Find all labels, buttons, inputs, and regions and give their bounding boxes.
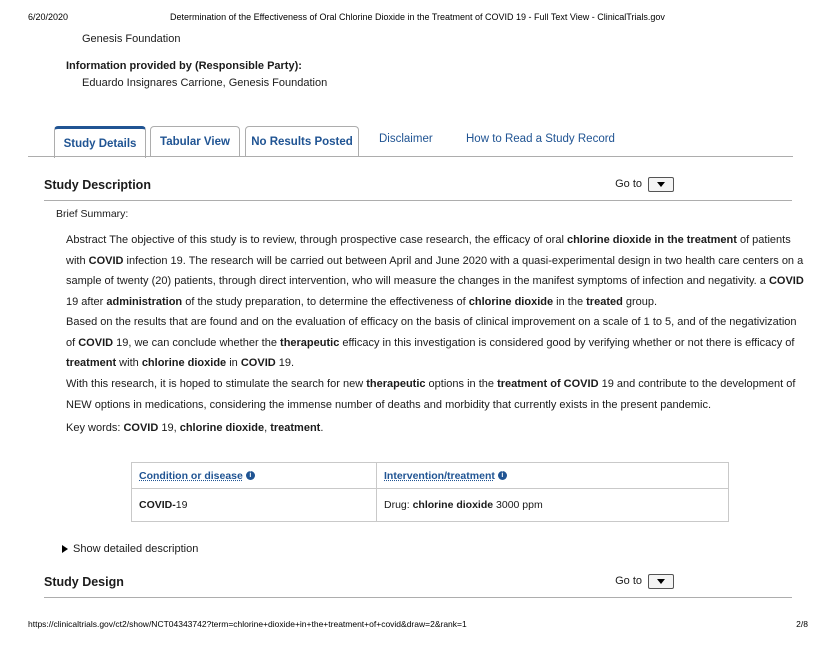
summary-paragraph-3: With this research, it is hoped to stimulate the search for new therapeutic options in the treatment of COVID 19 and contribute to the development of NEW options in medications, considering the immense number of deaths and morbidity that currently exists in the present pandemic. (66, 378, 796, 411)
print-date: 6/20/2020 (28, 12, 69, 22)
responsible-party-label: Information provided by (Responsible Party): (66, 60, 302, 72)
table-row (132, 489, 729, 522)
tabs-divider (28, 156, 793, 157)
intervention-header[interactable]: Intervention/treatment i (377, 463, 729, 489)
study-description-header (44, 178, 792, 201)
goto-dropdown-button[interactable] (648, 574, 674, 589)
tab-tabular-view[interactable] (150, 126, 240, 156)
table-header-row (132, 463, 729, 489)
sponsor-name: Genesis Foundation (82, 33, 181, 45)
tab-label: Tabular View (160, 135, 230, 148)
tab-study-details[interactable] (54, 126, 146, 158)
how-to-read-link[interactable]: How to Read a Study Record (466, 133, 615, 145)
condition-header[interactable]: Condition or disease i (132, 463, 377, 489)
brief-summary-label: Brief Summary: (56, 208, 129, 220)
goto-label: Go to (615, 178, 642, 190)
section-title: Study Design (44, 575, 124, 589)
show-detailed-label: Show detailed description (73, 543, 199, 555)
intervention-cell: Drug: chlorine dioxide 3000 ppm (377, 489, 729, 522)
disclaimer-link[interactable]: Disclaimer (379, 133, 433, 145)
summary-paragraph-2: Based on the results that are found and on the evaluation of efficacy on the basis of clinical improvement on a scale of 1 to 5, and of the negativization of COVID 19, we can conclude whether the therapeutic efficacy in this investigation is considered good by verifying whether or not there is efficacy of treatment with chlorine dioxide in COVID 19. (66, 316, 797, 369)
section-title: Study Description (44, 178, 151, 192)
print-url: https://clinicaltrials.gov/ct2/show/NCT04343742?term=chlorine+dioxide+in+the+treatment+of+covid&draw=2&rank=1 (28, 619, 467, 629)
responsible-party-value: Eduardo Insignares Carrione, Genesis Foundation (82, 77, 328, 89)
summary-paragraph-4: Key words: COVID 19, chlorine dioxide, treatment. (66, 422, 324, 434)
page-number: 2/8 (796, 619, 808, 629)
show-detailed-description-toggle[interactable] (62, 543, 198, 555)
chevron-down-icon (657, 579, 665, 584)
summary-paragraph-1: Abstract The objective of this study is to review, through prospective case research, the efficacy of oral chlorine dioxide in the treatment of patients with COVID infection 19. The research will be carried out between April and June 2020 with a quasi-experimental design in two health care centers on a sample of twenty (20) patients, through direct intervention, who will measure the changes in the manifest symptoms of infection and negativity. a COVID 19 after administration of the study preparation, to determine the effectiveness of chlorine dioxide in the treated group. (66, 234, 804, 308)
info-icon[interactable]: i (246, 471, 255, 480)
study-design-header (44, 575, 792, 598)
info-icon[interactable]: i (498, 471, 507, 480)
condition-cell: COVID-19 (132, 489, 377, 522)
goto-dropdown-button[interactable] (648, 177, 674, 192)
tab-label: Study Details (63, 137, 137, 150)
print-title: Determination of the Effectiveness of Oral Chlorine Dioxide in the Treatment of COVID 19 - Full Text View - ClinicalTrials.gov (170, 12, 665, 22)
tab-no-results-posted[interactable] (245, 126, 359, 156)
expand-triangle-icon (62, 545, 68, 553)
chevron-down-icon (657, 182, 665, 187)
tab-label: No Results Posted (251, 135, 353, 148)
conditions-table (131, 462, 729, 522)
goto-label: Go to (615, 575, 642, 587)
